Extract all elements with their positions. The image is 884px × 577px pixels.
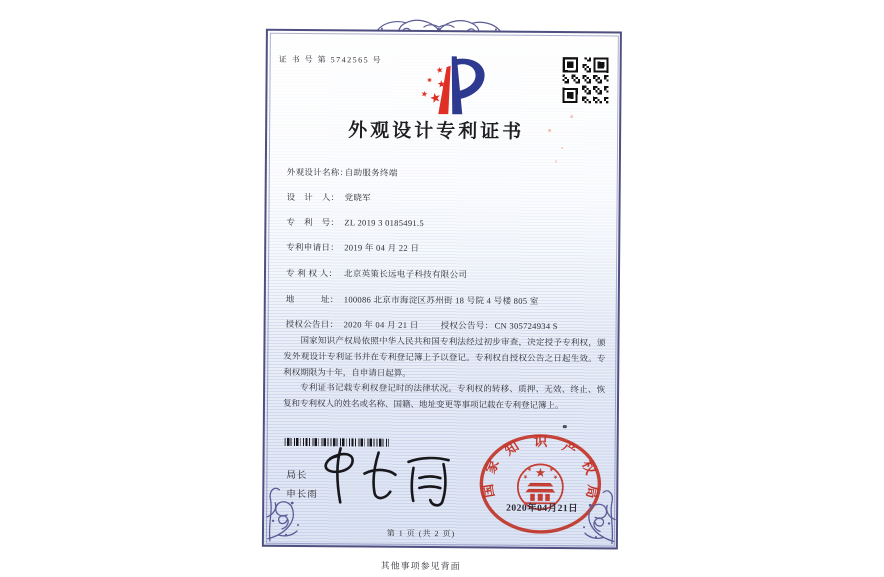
field-row-patentee — [286, 267, 604, 283]
paper-stain — [555, 160, 557, 163]
field-label: 专利申请日： — [286, 241, 340, 253]
corner-flourish-bottom-right-icon — [568, 461, 619, 545]
paper-stain — [548, 129, 551, 132]
svg-text:权: 权 — [579, 458, 599, 477]
qr-code — [562, 57, 608, 103]
reverse-side-note: 其他事项参见背面 — [380, 560, 461, 572]
field-label: 专 利 权 人： — [285, 267, 338, 279]
corner-flourish-bottom-left-icon — [264, 459, 315, 543]
field-label: 地 址： — [285, 293, 339, 305]
field-grant-number — [441, 319, 558, 332]
director-title: 局长 — [286, 470, 308, 482]
svg-text:国: 国 — [480, 482, 498, 499]
svg-text:局: 局 — [583, 483, 601, 500]
seal-date: 2020年04月21日 — [506, 503, 579, 515]
patent-certificate — [262, 29, 624, 577]
field-value: CN 305724934 S — [494, 320, 558, 332]
field-row-design-name — [287, 166, 605, 182]
svg-text:知: 知 — [502, 438, 522, 459]
field-value: 党晓军 — [344, 192, 372, 203]
field-row-patent-number — [286, 216, 604, 232]
legal-paragraph-2: 专利证书记载专利权登记时的法律状况。专利权的转移、质押、无效、终止、恢复和专利权人的姓名或名称、国籍、地址变更等事项记载在专利登记簿上。 — [282, 382, 606, 411]
field-value: ZL 2019 3 0185491.5 — [344, 217, 424, 228]
field-label: 授权公告日： — [285, 318, 339, 330]
field-value: 2020 年 04 月 21 日 — [343, 319, 419, 330]
field-value: 100086 北京市海淀区苏州街 18 号院 4 号楼 805 室 — [343, 294, 539, 306]
field-row-address — [286, 293, 604, 309]
legal-paragraph-1: 国家知识产权局依照中华人民共和国专利法经过初步审查，决定授予专利权，颁发外观设计专利证书并在专利登记簿上予以登记。专利权自授权公告之日起生效。专利权期限为十年，自申请日起算。 — [283, 335, 606, 378]
certificate-title: 外观设计专利证书 — [348, 120, 525, 143]
legal-text — [283, 333, 606, 415]
certificate-number: 证 书 号 第 5742565 号 — [278, 54, 383, 65]
director-name: 申长雨 — [286, 489, 318, 500]
director-signature-icon — [312, 444, 463, 513]
field-label: 授权公告号： — [440, 320, 494, 331]
svg-text:识: 识 — [533, 433, 548, 449]
field-value: 自助服务终端 — [344, 167, 398, 178]
certificate-frame — [262, 29, 622, 550]
svg-text:产: 产 — [559, 438, 580, 459]
paper-speck — [563, 425, 567, 428]
page-number: 第 1 页 (共 2 页) — [386, 528, 456, 539]
field-row-designer — [287, 191, 605, 207]
paper-stain — [561, 147, 563, 149]
field-label: 外观设计名称： — [286, 166, 349, 178]
field-row-filing-date — [286, 241, 604, 257]
field-value: 2019 年 04 月 22 日 — [344, 242, 420, 253]
field-row-grant — [286, 318, 604, 334]
field-value: 北京英策长远电子科技有限公司 — [343, 268, 468, 280]
field-label: 设 计 人： — [286, 191, 340, 203]
field-label: 专 利 号： — [286, 216, 340, 228]
cnipa-logo-icon — [415, 56, 492, 121]
svg-text:家: 家 — [482, 457, 502, 476]
paper-stain — [570, 115, 573, 118]
